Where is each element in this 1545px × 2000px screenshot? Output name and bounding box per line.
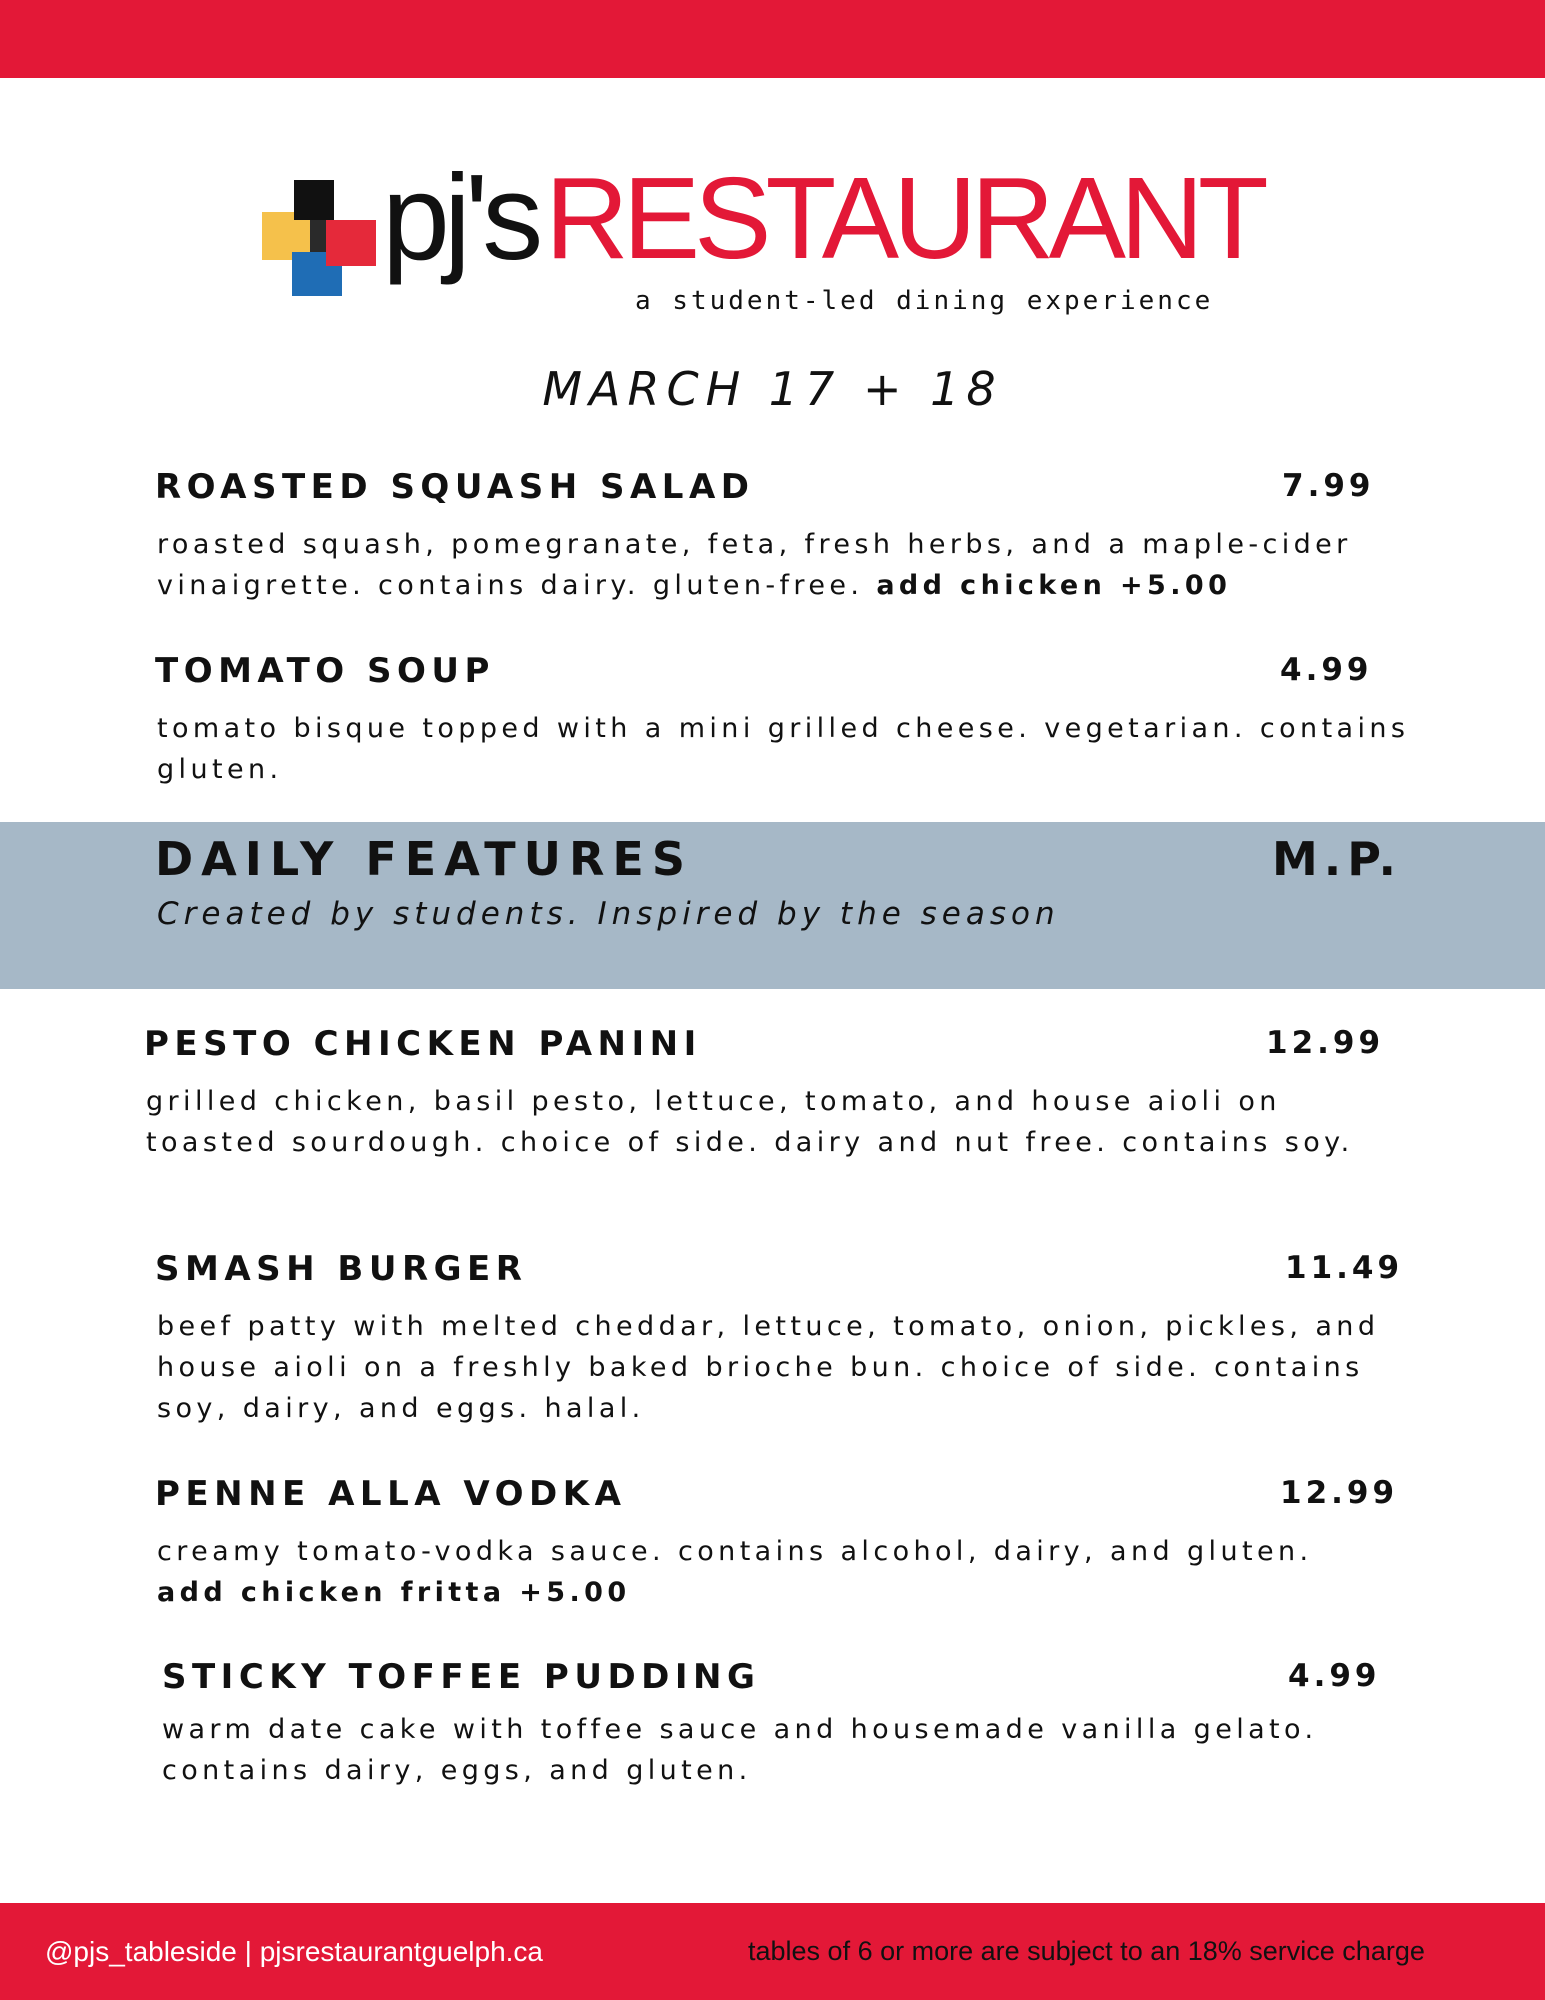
item-description: tomato bisque topped with a mini grilled cheese. vegetarian. contains gluten. xyxy=(157,713,1410,785)
item-description: creamy tomato-vodka sauce. contains alcohol, dairy, and gluten. add chicken fritta +5.00 xyxy=(157,1536,1313,1608)
item-description: warm date cake with toffee sauce and housemade vanilla gelato. contains dairy, eggs, and gluten. xyxy=(162,1714,1318,1786)
footer-social-links[interactable]: @pjs_tableside | pjsrestaurantguelph.ca xyxy=(45,1936,543,1967)
logo-wordmark-pjs: pj's xyxy=(382,149,538,285)
item-name: TOMATO SOUP xyxy=(155,651,495,691)
daily-features-title: DAILY FEATURES xyxy=(155,832,693,886)
item-price: 4.99 xyxy=(1288,1658,1381,1694)
item-description: roasted squash, pomegranate, feta, fresh herbs, and a maple-cider vinaigrette. contains dairy. gluten-free. add chicken +5.00 xyxy=(157,529,1352,601)
item-price: 7.99 xyxy=(1282,468,1375,504)
logo-wordmark-restaurant: RESTAURANT xyxy=(545,153,1263,283)
item-addon: add chicken fritta +5.00 xyxy=(157,1577,631,1608)
item-name: ROASTED SQUASH SALAD xyxy=(155,467,755,507)
item-description: grilled chicken, basil pesto, lettuce, tomato, and house aioli on toasted sourdough. choice of side. dairy and nut free. contains soy. xyxy=(146,1086,1354,1158)
daily-features-subtitle: Created by students. Inspired by the season xyxy=(157,896,1060,932)
item-name: PENNE ALLA VODKA xyxy=(155,1474,627,1514)
restaurant-logo xyxy=(262,149,1322,328)
item-description: beef patty with melted cheddar, lettuce, tomato, onion, pickles, and house aioli on a freshly baked brioche bun. choice of side. contains soy, dairy, and eggs. halal. xyxy=(157,1311,1380,1424)
footer-service-notice: tables of 6 or more are subject to an 18% service charge xyxy=(748,1936,1425,1966)
menu-date: MARCH 17 + 18 xyxy=(542,362,1003,416)
top-accent-bar xyxy=(0,0,1545,78)
logo-color-blocks-icon xyxy=(262,180,377,295)
item-name: SMASH BURGER xyxy=(155,1249,528,1289)
footer-bar xyxy=(0,1903,1545,2000)
item-price: 12.99 xyxy=(1280,1475,1399,1511)
item-name: PESTO CHICKEN PANINI xyxy=(144,1024,702,1064)
logo-tagline: a student-led dining experience xyxy=(635,286,1214,316)
item-addon: add chicken +5.00 xyxy=(876,570,1232,601)
item-price: 11.49 xyxy=(1285,1250,1404,1286)
item-price: 12.99 xyxy=(1266,1025,1385,1061)
daily-features-price: M.P. xyxy=(1272,832,1402,886)
item-name: STICKY TOFFEE PUDDING xyxy=(162,1657,761,1697)
item-price: 4.99 xyxy=(1280,652,1373,688)
